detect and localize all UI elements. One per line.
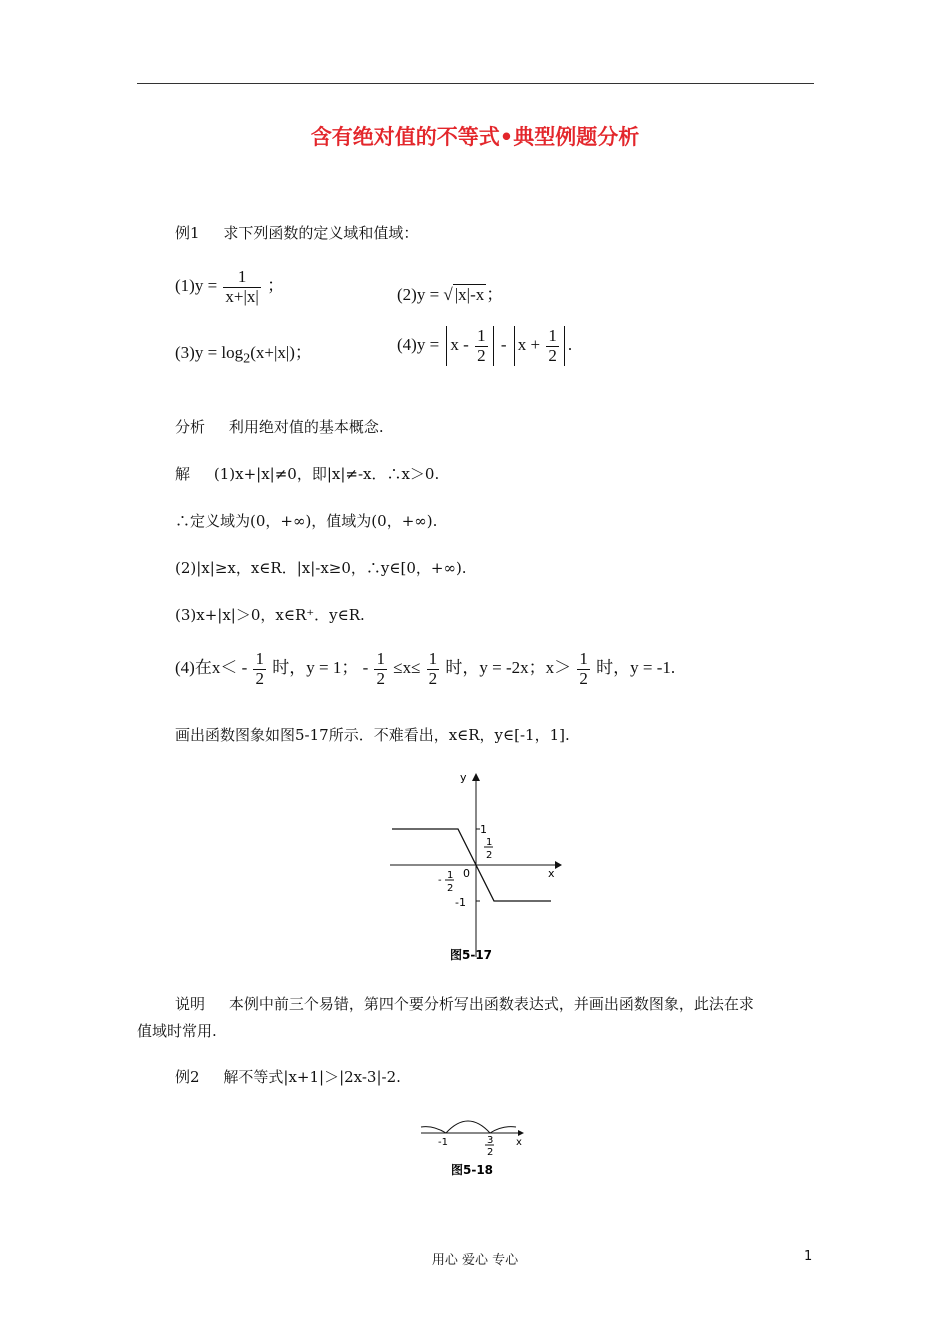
example2-label: 例2 (175, 1068, 200, 1086)
formula-2-radicand: |x|-x (454, 285, 485, 304)
arc-left (421, 1127, 446, 1133)
solution-line-4 (175, 650, 675, 688)
formula-4-prefix: (4)y = (397, 334, 440, 354)
figure-caption: 图5-17 (450, 948, 493, 962)
note-label: 说明 (175, 995, 206, 1013)
arc-middle (446, 1121, 490, 1133)
x-axis-label: x (516, 1137, 522, 1148)
fraction-denominator: 2 (376, 668, 385, 688)
tick-label-neghalf-num: 1 (447, 870, 454, 881)
formula-3-argument: (x+|x|)； (250, 343, 312, 362)
solution-line-3: (3)x+|x|＞0，x∈R⁺．y∈R. (175, 606, 365, 624)
formula-4-term-b: x + (517, 334, 541, 354)
fraction-numerator: 1 (428, 649, 438, 668)
x-axis-arrow (555, 861, 562, 869)
formula-2-suffix: ； (486, 285, 504, 304)
solution-line-2: (2)|x|≥x，x∈R．|x|-x≥0，∴y∈[0，+∞). (175, 559, 467, 577)
tick-label-1: 1 (480, 823, 487, 836)
fraction-numerator: 1 (255, 649, 264, 668)
tick-label-half-num: 1 (486, 837, 493, 848)
example2-text: 解不等式|x+1|＞|2x-3|-2. (223, 1068, 401, 1086)
solution-line-5: 画出函数图象如图5-17所示．不难看出，x∈R，y∈[-1，1]. (175, 726, 570, 744)
arc-right (490, 1127, 516, 1133)
example1-label: 例1 (175, 224, 200, 242)
tick-label-neghalf-sign: - (438, 875, 442, 886)
note-text-1: 本例中前三个易错，第四个要分析写出函数表达式，并画出函数图象，此法在求 (228, 995, 754, 1013)
sqrt-icon: √ (443, 285, 453, 304)
formula-4-term-a: x - (450, 334, 469, 354)
fraction-numerator: 1 (579, 649, 588, 668)
analysis-text: 利用绝对值的基本概念. (228, 418, 384, 436)
formula-1 (175, 268, 284, 306)
formula-4 (397, 326, 572, 366)
example1-line (175, 222, 418, 243)
note-line-2: 值域时常用. (137, 1022, 217, 1040)
analysis-label: 分析 (175, 418, 206, 436)
page-title: 含有绝对值的不等式•典型例题分析 (310, 125, 640, 149)
formula-1-numerator: 1 (223, 268, 260, 288)
half-fraction (577, 650, 590, 688)
fraction-denominator: 2 (548, 345, 557, 365)
y-axis-label: y (460, 771, 467, 784)
formula-3 (175, 338, 312, 367)
fraction-denominator: 2 (428, 668, 438, 688)
tick-label-three-halves-den: 2 (487, 1147, 494, 1158)
formula-2-prefix: (2)y = (397, 285, 440, 304)
x-axis-label: x (548, 867, 555, 880)
solution-label: 解 (175, 465, 191, 483)
half-fraction (427, 650, 440, 688)
fraction-numerator: 1 (548, 325, 557, 345)
formula-1-denominator: x+|x| (225, 286, 259, 306)
tick-label-neg1: -1 (438, 1137, 448, 1148)
formula-4-fraction-a (475, 327, 488, 365)
solution-line-1b: ∴定义域为(0，+∞)，值域为(0，+∞). (175, 512, 438, 530)
formula-3-log: (3)y = log (175, 343, 244, 362)
footer-center: 用心 爱心 专心 (431, 1253, 519, 1268)
formula-4-end: . (567, 334, 573, 354)
solution-4-part-e: 时，y = -1. (596, 658, 676, 678)
example1-question: 求下列函数的定义域和值域： (223, 224, 419, 242)
number-line-arrow (518, 1130, 524, 1136)
fraction-numerator: 1 (477, 325, 486, 345)
solution-4-part-d: 时，y = -2x；x＞ (445, 658, 572, 678)
example2-line (175, 1066, 401, 1087)
formula-1-prefix: (1)y = (175, 276, 218, 296)
origin-label: 0 (463, 867, 470, 880)
figure-5-18 (418, 1115, 533, 1180)
fraction-numerator: 1 (376, 649, 385, 668)
analysis-line (175, 416, 384, 437)
half-fraction (374, 650, 387, 688)
figure-5-17 (385, 765, 565, 965)
formula-3-base: 2 (243, 350, 251, 367)
formula-4-minus: - (500, 334, 507, 354)
tick-label-half-den: 2 (486, 850, 493, 861)
fraction-denominator: 2 (255, 668, 264, 688)
solution-line-1 (175, 463, 439, 484)
fraction-denominator: 2 (579, 668, 588, 688)
tick-label-three-halves-num: 3 (487, 1135, 494, 1146)
page-number: 1 (804, 1249, 813, 1264)
figure-caption: 图5-18 (451, 1163, 494, 1177)
formula-4-fraction-b (546, 327, 559, 365)
solution-step-1: (1)x+|x|≠0，即|x|≠-x．∴x＞0. (213, 465, 440, 483)
tick-label-neg1: -1 (455, 896, 466, 909)
y-axis-arrow (472, 773, 480, 781)
solution-4-part-a: (4)在x＜ - (175, 658, 248, 678)
tick-label-neghalf-den: 2 (447, 883, 454, 894)
header-rule (137, 83, 814, 84)
fraction-denominator: 2 (477, 345, 486, 365)
formula-1-suffix: ； (267, 276, 285, 296)
note-line-1 (175, 993, 754, 1014)
solution-4-part-c: ≤x≤ (393, 658, 421, 678)
formula-1-fraction (223, 268, 260, 306)
solution-4-part-b: 时，y = 1； - (272, 658, 369, 678)
half-fraction (253, 650, 266, 688)
formula-2 (397, 280, 503, 305)
